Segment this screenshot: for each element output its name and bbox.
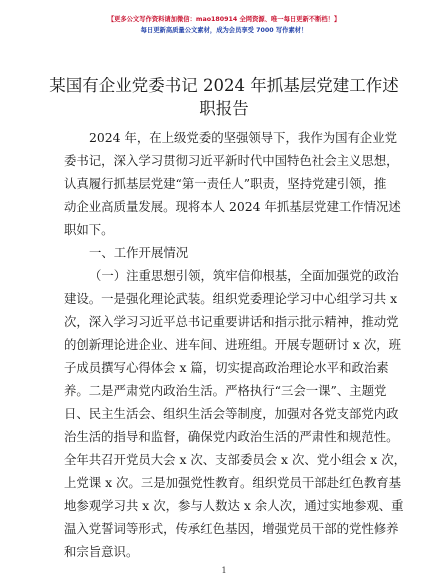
header-banner-line-1: 【更多公文写作资料请加微信：mao180914 全网资源、唯一每日更新不断档！】 [107, 16, 341, 23]
body-line: 全年共召开党员大会 x 次、支部委员会 x 次、党小组会 x 次， [64, 452, 406, 467]
body-line: 委书记，深入学习贯彻习近平新时代中国特色社会主义思想， [64, 153, 399, 168]
body-line: 治生活的指导和监督，确保党内政治生活的严肃性和规范性。 [64, 429, 399, 444]
body-line: 上党课 x 次。三是加强党性教育。组织党员干部赴红色教育基 [64, 475, 402, 490]
body-line: 地参观学习共 x 次，参与人数达 x 余人次，通过实地参观、重 [64, 498, 404, 513]
title-line: 职报告 [199, 99, 249, 118]
body-line: 日、民主生活会、组织生活会等制度，加强对各党支部党内政 [64, 406, 399, 421]
body-line: 职如下。 [64, 222, 114, 237]
body-line: 和宗旨意识。 [64, 544, 139, 559]
body-line: 建设。一是强化理论武装。组织党委理论学习中心组学习共 x [64, 291, 398, 306]
title-line: 某国有企业党委书记 2024 年抓基层党建工作述 [49, 76, 399, 95]
section-heading: 一、工作开展情况 [89, 245, 189, 260]
body-line: 的创新理论进企业、进车间、进班组。开展专题研讨 x 次，班 [64, 337, 402, 352]
body-line: 2024 年，在上级党委的坚强领导下，我作为国有企业党 [89, 130, 398, 145]
header-banner-line-2: 每日更新高质量公文素材，成为会员享受 7000 写作素材！ [140, 27, 308, 34]
body-line: 动企业高质量发展。现将本人 2024 年抓基层党建工作情况述 [64, 199, 401, 214]
body-line: 认真履行抓基层党建“第一责任人”职责，坚持党建引领，推 [64, 176, 387, 191]
page-number: 1 [221, 566, 227, 575]
body-line: 温入党誓词等形式，传承红色基因，增强党员干部的党性修养 [64, 521, 399, 536]
body-line: 次，深入学习习近平总书记重要讲话和指示批示精神，推动党 [64, 314, 399, 329]
body-line: 子成员撰写心得体会 x 篇，切实提高政治理论水平和政治素 [64, 360, 389, 375]
body-line: 养。二是严肃党内政治生活。严格执行“三会一课”、主题党 [64, 383, 387, 398]
document-title [40, 74, 408, 120]
body-line: （一）注重思想引领，筑牢信仰根基，全面加强党的政治 [89, 268, 399, 283]
